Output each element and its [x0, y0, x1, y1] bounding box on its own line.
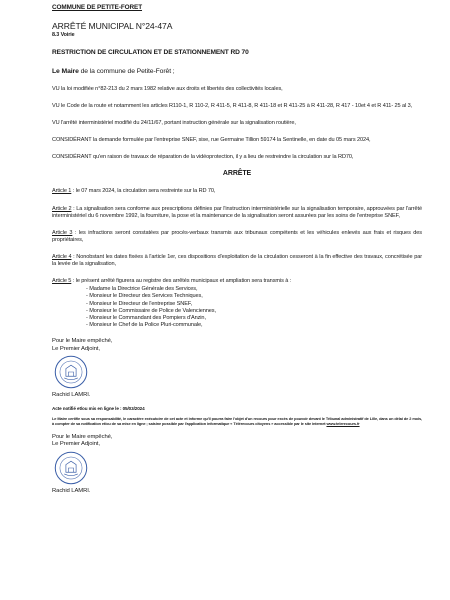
signer-2-name: Rachid LAMRI.: [52, 487, 91, 494]
mairie-seal-icon: [54, 451, 88, 485]
signature-line-1: Pour le Maire empêché,: [52, 338, 113, 345]
article-1: [52, 188, 422, 195]
article-1-text: : le 07 mars 2024, la circulation sera restreinte sur la RD 70,: [71, 188, 216, 195]
vu-1: VU la loi modifiée n°82-213 du 2 mars 1982 relative aux droits et libertés des collectivités locales,: [52, 86, 283, 92]
article-4-text: : Nonobstant les dates fixées à l'article 1er, ces dispositions d'exploitation de la circulation cesseront à la fin effective des travaux, concrétisée par la levée de la signalisation,: [52, 253, 422, 268]
maire-intro-rest: de la commune de Petite-Forêt ;: [78, 68, 175, 75]
article-5-text: : le présent arrêté figurera au registre des arrêtés municipaux et ampliation sera transmis à :: [71, 278, 292, 285]
arrete-category: 8.3 Voirie: [52, 32, 75, 38]
considerant-2: CONSIDÉRANT qu'en raison de travaux de réparation de la vidéoprotection, il y a lieu de restreindre la circulation sur la RD70,: [52, 154, 354, 161]
commune-name: COMMUNE DE PETITE-FORET: [52, 4, 143, 11]
arrete-number: ARRÊTÉ MUNICIPAL N°24-47A: [52, 21, 173, 31]
recipient: - Madame la Directrice Générale des Services,: [86, 286, 198, 293]
article-5-label: Article 5: [52, 278, 72, 285]
legal-notice-text: Le Maire certifie sous sa responsabilité, le caractère exécutoire de cet acte et informe qu'il pourra faire l'objet d'un recours pour excès de pouvoir devant le Tribunal administratif de Lille, dans un délai de 2 mois, à compter de sa notification et/ou de sa mise en ligne ; saisine possible par l'application informatique « Télérecours citoyens » accessible par le site internet: [52, 416, 422, 427]
maire-intro: [52, 68, 422, 76]
article-2-text: : La signalisation sera conforme aux prescriptions définies par l'instruction interministérielle sur la signalisation temporaire, approuvées par l'arrêté interministériel du 6 novembre 1992, la fourniture, la pose et la maintenance de la signalisation seront assurées par les soins de l'entreprise SNEF,: [52, 205, 422, 219]
article-3: [52, 230, 422, 244]
recipient: - Monsieur le Directeur de l'entreprise SNEF,: [86, 300, 192, 307]
maire-intro-bold: Le Maire: [52, 68, 79, 75]
considerant-1: CONSIDÉRANT la demande formulée par l'entreprise SNEF, sise, rue Germaine Tillion 59174 la Sentinelle, en date du 05 mars 2024,: [52, 137, 371, 144]
signer-name: Rachid LAMRI.: [52, 392, 91, 399]
article-3-text: : les infractions seront constatées par procès-verbaux transmis aux tribunaux compétents et les véhicules enlevés aux frais et risques des propriétaires,: [52, 229, 423, 243]
arrete-subject: RESTRICTION DE CIRCULATION ET DE STATIONNEMENT RD 70: [52, 49, 249, 56]
signature-line-2: Le Premier Adjoint,: [52, 345, 100, 352]
article-4: [52, 254, 422, 268]
vu-3: VU l'arrêté interministériel modifié du 24/11/67, portant instruction générale sur la signalisation routière,: [52, 120, 296, 127]
mairie-seal-icon: [54, 355, 88, 389]
article-5: [52, 278, 422, 285]
article-3-label: Article 3: [52, 229, 73, 236]
publication-note: [52, 406, 422, 412]
article-2-label: Article 2: [52, 205, 72, 212]
legal-notice: [52, 416, 422, 426]
recipient: - Monsieur le Commissaire de Police de Valenciennes,: [86, 307, 216, 314]
recipient: - Monsieur le Directeur des Services Techniques,: [86, 293, 203, 300]
telerecours-link[interactable]: www.telerecours.fr: [326, 421, 360, 427]
publication-label: Acte notifié et/ou mis en ligne le : 05/03/2024: [52, 406, 145, 412]
recipient: - Monsieur le Chef de la Police Pluri-communale,: [86, 322, 203, 329]
signature-block-2: [52, 434, 422, 495]
article-1-label: Article 1: [52, 188, 72, 195]
signature-block: [52, 338, 422, 399]
signature-2-line-1: Pour le Maire empêché,: [52, 434, 113, 441]
article-4-label: Article 4: [52, 253, 72, 260]
article-2: [52, 206, 422, 220]
signature-2-line-2: Le Premier Adjoint,: [52, 441, 100, 448]
arrete-title: ARRÊTE: [222, 170, 252, 178]
vu-2: VU le Code de la route et notamment les articles R110-1, R 110-2, R 411-5, R 411-8, R 411-18 et R 411-25 à R 411-28, R 417 - 10et 4 et R 411- 25 al 3,: [52, 103, 413, 110]
recipient: - Monsieur le Commandant des Pompiers d'Anzin,: [86, 315, 206, 322]
recipients-list: [52, 286, 422, 329]
